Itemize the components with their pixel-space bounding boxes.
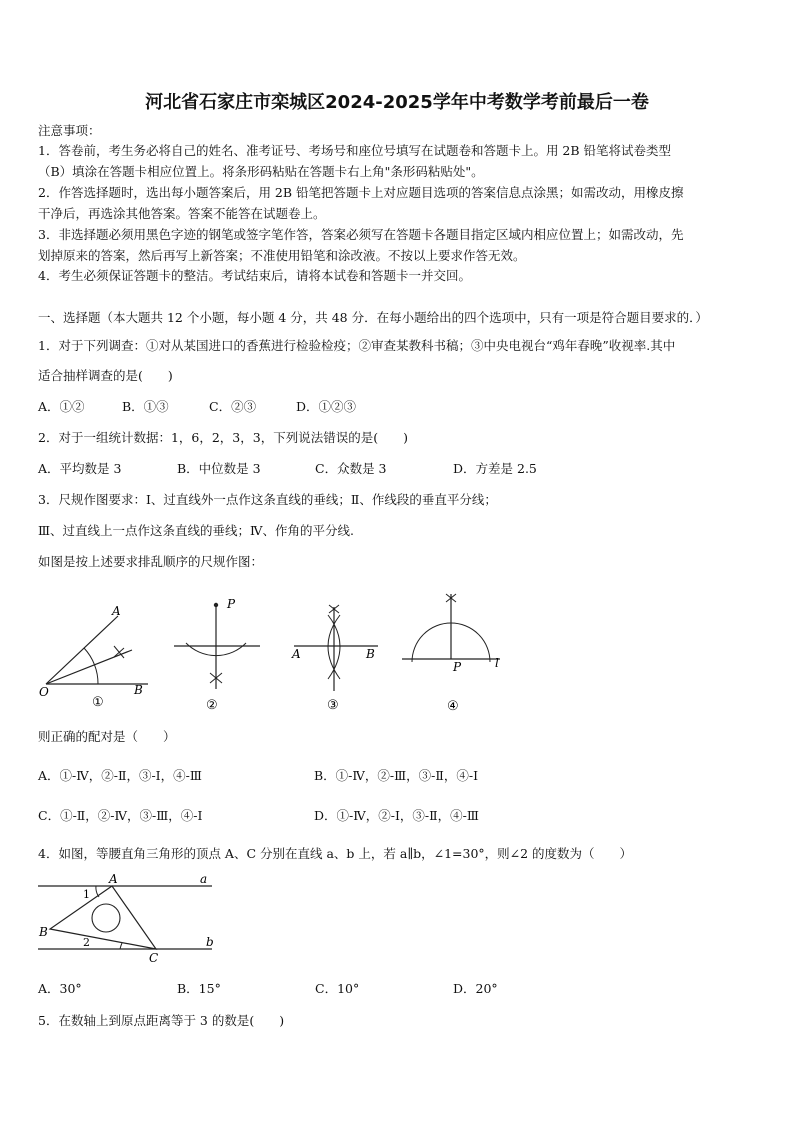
fig3-label-a: A bbox=[292, 647, 301, 661]
q1-stem-2: 适合抽样调查的是( ) bbox=[38, 368, 173, 383]
notice-heading: 注意事项： bbox=[38, 123, 101, 138]
q3-stem-1: 3．尺规作图要求：Ⅰ、过直线外一点作这条直线的垂线；Ⅱ、作线段的垂直平分线； bbox=[38, 492, 497, 507]
q4-figure bbox=[36, 870, 222, 966]
q3-option-b[interactable]: B．①-Ⅳ，②-Ⅲ，③-Ⅱ，④-Ⅰ bbox=[314, 768, 479, 783]
q4-label-b: B bbox=[39, 925, 48, 939]
q4-option-d[interactable]: D．20° bbox=[453, 981, 498, 996]
q1-option-a[interactable]: A．①② bbox=[38, 399, 85, 414]
q4-option-b[interactable]: B．15° bbox=[177, 981, 221, 996]
q2-option-c[interactable]: C．众数是 3 bbox=[315, 461, 387, 476]
page-title: 河北省石家庄市栾城区2024-2025学年中考数学考前最后一卷 bbox=[145, 92, 649, 113]
q1-option-b[interactable]: B．①③ bbox=[122, 399, 169, 414]
q4-stem: 4．如图，等腰直角三角形的顶点 A、C 分别在直线 a、b 上，若 a∥b，∠1=30°，则∠2 的度数为（ ） bbox=[38, 846, 633, 861]
notice-line-7: 4．考生必须保证答题卡的整洁。考试结束后，请将本试卷和答题卡一并交回。 bbox=[38, 268, 471, 283]
fig1-label-o: O bbox=[39, 685, 49, 699]
fig4-label-l: l bbox=[495, 656, 499, 670]
fig4-label-p: P bbox=[453, 660, 462, 674]
fig2-label-p: P bbox=[227, 597, 236, 611]
notice-line-5: 3．非选择题必须用黑色字迹的钢笔或签字笔作答，答案必须写在答题卡各题目指定区域内相应位置上；如需改动，先 bbox=[38, 227, 684, 242]
q1-stem-1: 1．对于下列调查：①对从某国进口的香蕉进行检验检疫；②审查某教科书稿；③中央电视台“鸡年春晚”收视率.其中 bbox=[38, 338, 676, 353]
q2-option-d[interactable]: D．方差是 2.5 bbox=[453, 461, 537, 476]
notice-line-6: 划掉原来的答案，然后再写上新答案；不准使用铅笔和涂改液。不按以上要求作答无效。 bbox=[38, 248, 526, 263]
notice-line-3: 2．作答选择题时，选出每小题答案后，用 2B 铅笔把答题卡上对应题目选项的答案信息点涂黑；如需改动，用橡皮擦 bbox=[38, 185, 684, 200]
q3-option-c[interactable]: C．①-Ⅱ，②-Ⅳ，③-Ⅲ，④-Ⅰ bbox=[38, 808, 203, 823]
q5-stem: 5．在数轴上到原点距离等于 3 的数是( ) bbox=[38, 1013, 285, 1028]
q3-stem-2: Ⅲ、过直线上一点作这条直线的垂线；Ⅳ、作角的平分线. bbox=[38, 523, 355, 538]
fig3-label-b: B bbox=[366, 647, 375, 661]
q4-label-c: C bbox=[149, 951, 159, 965]
q2-option-a[interactable]: A．平均数是 3 bbox=[38, 461, 122, 476]
fig2-number: ② bbox=[206, 698, 218, 713]
q4-label-a: A bbox=[109, 872, 118, 886]
q3-figure-1 bbox=[38, 600, 158, 712]
fig1-number: ① bbox=[92, 695, 104, 710]
q3-figure-3 bbox=[290, 597, 386, 715]
q4-angle-1: 1 bbox=[83, 888, 90, 901]
q3-option-d[interactable]: D．①-Ⅳ，②-Ⅰ，③-Ⅱ，④-Ⅲ bbox=[314, 808, 479, 823]
section-heading: 一、选择题（本大题共 12 个小题，每小题 4 分，共 48 分．在每小题给出的四个选项中，只有一项是符合题目要求的．） bbox=[38, 310, 708, 325]
q4-option-a[interactable]: A．30° bbox=[38, 981, 82, 996]
q3-figure-2 bbox=[172, 593, 266, 711]
q4-option-c[interactable]: C．10° bbox=[315, 981, 360, 996]
fig1-label-a: A bbox=[112, 604, 121, 618]
fig1-label-b: B bbox=[134, 683, 143, 697]
notice-line-2: （B）填涂在答题卡相应位置上。将条形码粘贴在答题卡右上角"条形码粘贴处"。 bbox=[38, 164, 484, 179]
q4-label-line-b: b bbox=[206, 935, 214, 949]
q3-figure-4 bbox=[400, 584, 510, 712]
q1-option-d[interactable]: D．①②③ bbox=[296, 399, 357, 414]
q3-option-a[interactable]: A．①-Ⅳ，②-Ⅱ，③-Ⅰ，④-Ⅲ bbox=[38, 768, 202, 783]
q3-stem-3: 如图是按上述要求排乱顺序的尺规作图： bbox=[38, 554, 264, 569]
fig4-number: ④ bbox=[447, 699, 459, 714]
q4-angle-2: 2 bbox=[83, 936, 90, 949]
notice-line-4: 干净后，再选涂其他答案。答案不能答在试题卷上。 bbox=[38, 206, 326, 221]
q3-ask: 则正确的配对是（ ） bbox=[38, 729, 176, 744]
q2-option-b[interactable]: B．中位数是 3 bbox=[177, 461, 261, 476]
q2-stem: 2．对于一组统计数据：1，6，2，3，3，下列说法错误的是( ) bbox=[38, 430, 408, 445]
q1-option-c[interactable]: C．②③ bbox=[209, 399, 257, 414]
notice-line-1: 1．答卷前，考生务必将自己的姓名、准考证号、考场号和座位号填写在试题卷和答题卡上。用 2B 铅笔将试卷类型 bbox=[38, 143, 672, 158]
q4-label-line-a: a bbox=[200, 872, 208, 886]
fig3-number: ③ bbox=[327, 698, 339, 713]
